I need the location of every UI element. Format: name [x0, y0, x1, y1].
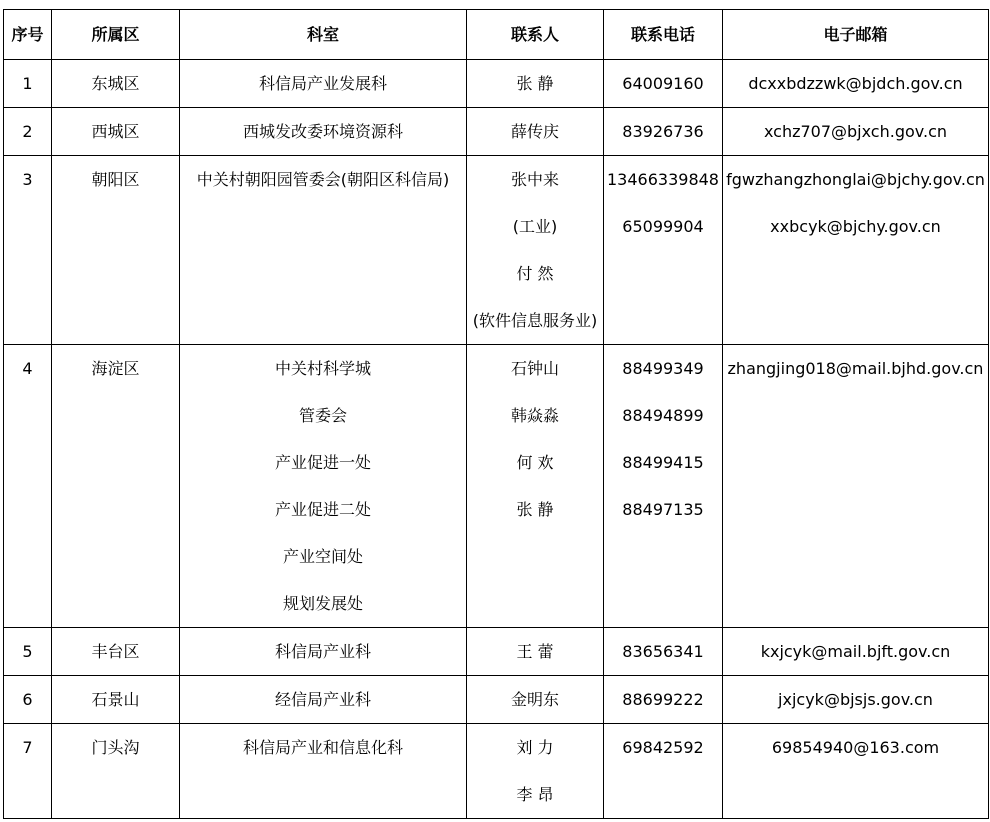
cell-index: [4, 156, 52, 345]
cell-contact-line: 付 然: [516, 264, 554, 283]
table-header-row: [4, 10, 989, 60]
table-body: [4, 60, 989, 819]
cell-contact-line: 何 欢: [516, 453, 554, 472]
header-index: 序号: [4, 10, 52, 60]
cell-contact-line: 李 昂: [516, 785, 554, 804]
table-row: [4, 724, 989, 819]
cell-district-line: 石景山: [91, 690, 140, 709]
cell-email: [723, 628, 989, 676]
cell-phone: [604, 724, 723, 819]
cell-district-line: 东城区: [91, 74, 140, 93]
cell-contact-line: 张 静: [516, 500, 554, 519]
cell-district: [52, 724, 180, 819]
cell-office-line: 产业空间处: [282, 547, 363, 566]
cell-district: [52, 345, 180, 628]
cell-contact: [467, 60, 604, 108]
cell-office: [180, 345, 467, 628]
cell-index-line: 6: [22, 690, 33, 709]
cell-contact-line: 张中来: [510, 170, 559, 189]
cell-district: [52, 156, 180, 345]
cell-office-line: 科信局产业和信息化科: [242, 738, 403, 757]
cell-index: [4, 724, 52, 819]
table-row: [4, 345, 989, 628]
cell-index-line: 2: [22, 122, 33, 141]
cell-office-line: 规划发展处: [282, 594, 363, 613]
cell-email: [723, 676, 989, 724]
cell-phone: [604, 156, 723, 345]
cell-district-line: 丰台区: [91, 642, 140, 661]
cell-contact-line: 刘 力: [516, 738, 554, 757]
cell-phone-line: 69842592: [622, 738, 704, 757]
cell-index-line: 5: [22, 642, 33, 661]
cell-email-line: kxjcyk@mail.bjft.gov.cn: [760, 642, 951, 661]
cell-email-line: 69854940@163.com: [771, 738, 940, 757]
cell-email-line: fgwzhangzhonglai@bjchy.gov.cn: [726, 170, 985, 189]
cell-contact: [467, 345, 604, 628]
cell-phone-line: 88494899: [622, 406, 704, 425]
table-row: [4, 628, 989, 676]
cell-phone-line: 13466339848: [607, 170, 719, 189]
cell-index-line: 1: [22, 74, 33, 93]
cell-district-line: 西城区: [91, 122, 140, 141]
cell-index: [4, 108, 52, 156]
cell-office-line: 经信局产业科: [274, 690, 371, 709]
cell-contact-line: 王 蕾: [516, 642, 554, 661]
cell-contact: [467, 156, 604, 345]
cell-contact-line: 薛传庆: [510, 122, 559, 141]
cell-contact: [467, 108, 604, 156]
cell-district-line: 朝阳区: [91, 170, 140, 189]
contact-table: [3, 9, 989, 819]
cell-index: [4, 628, 52, 676]
cell-office-line: 产业促进一处: [274, 453, 371, 472]
cell-phone: [604, 108, 723, 156]
cell-contact-line: 石钟山: [510, 359, 559, 378]
cell-phone-line: 83926736: [622, 122, 704, 141]
cell-contact-line: 韩焱淼: [510, 406, 559, 425]
cell-index: [4, 60, 52, 108]
cell-email: [723, 156, 989, 345]
cell-phone-line: 64009160: [622, 74, 704, 93]
cell-email: [723, 108, 989, 156]
cell-phone-line: 88699222: [622, 690, 704, 709]
cell-office-line: 西城发改委环境资源科: [242, 122, 403, 141]
cell-office: [180, 628, 467, 676]
cell-office: [180, 724, 467, 819]
cell-contact-line: (软件信息服务业): [472, 311, 598, 330]
cell-district: [52, 676, 180, 724]
cell-index: [4, 676, 52, 724]
cell-district-line: 门头沟: [91, 738, 140, 757]
cell-email-line: jxjcyk@bjsjs.gov.cn: [778, 690, 933, 709]
cell-phone: [604, 676, 723, 724]
cell-district: [52, 628, 180, 676]
cell-contact: [467, 676, 604, 724]
cell-email: [723, 724, 989, 819]
cell-office-line: 产业促进二处: [274, 500, 371, 519]
table-row: [4, 60, 989, 108]
cell-phone-line: 88499349: [622, 359, 704, 378]
header-contact: 联系人: [467, 10, 604, 60]
cell-index-line: 4: [22, 359, 33, 378]
cell-phone-line: 88497135: [622, 500, 704, 519]
cell-email-line: zhangjing018@mail.bjhd.gov.cn: [727, 359, 984, 378]
cell-office: [180, 676, 467, 724]
cell-contact-line: 张 静: [516, 74, 554, 93]
table-row: [4, 156, 989, 345]
cell-index-line: 3: [22, 170, 33, 189]
cell-contact-line: 金明东: [510, 690, 559, 709]
cell-office-line: 科信局产业发展科: [258, 74, 387, 93]
table-row: [4, 108, 989, 156]
cell-phone: [604, 628, 723, 676]
header-office: 科室: [180, 10, 467, 60]
cell-office-line: 科信局产业科: [274, 642, 371, 661]
cell-district: [52, 108, 180, 156]
cell-office: [180, 60, 467, 108]
cell-contact: [467, 724, 604, 819]
cell-contact-line: (工业): [512, 217, 558, 236]
cell-phone: [604, 345, 723, 628]
cell-office-line: 管委会: [298, 406, 347, 425]
header-email: 电子邮箱: [723, 10, 989, 60]
cell-phone: [604, 60, 723, 108]
cell-office: [180, 156, 467, 345]
cell-email: [723, 60, 989, 108]
cell-contact: [467, 628, 604, 676]
cell-phone-line: 83656341: [622, 642, 704, 661]
cell-office-line: 中关村科学城: [274, 359, 371, 378]
cell-district: [52, 60, 180, 108]
cell-email-line: xchz707@bjxch.gov.cn: [763, 122, 948, 141]
cell-office-line: 中关村朝阳园管委会(朝阳区科信局): [196, 170, 450, 189]
cell-phone-line: 88499415: [622, 453, 704, 472]
cell-email-line: xxbcyk@bjchy.gov.cn: [770, 217, 941, 236]
header-phone: 联系电话: [604, 10, 723, 60]
cell-district-line: 海淀区: [91, 359, 140, 378]
header-district: 所属区: [52, 10, 180, 60]
cell-phone-line: 65099904: [622, 217, 704, 236]
cell-index-line: 7: [22, 738, 33, 757]
cell-email: [723, 345, 989, 628]
cell-office: [180, 108, 467, 156]
table-row: [4, 676, 989, 724]
cell-index: [4, 345, 52, 628]
cell-email-line: dcxxbdzzwk@bjdch.gov.cn: [748, 74, 963, 93]
